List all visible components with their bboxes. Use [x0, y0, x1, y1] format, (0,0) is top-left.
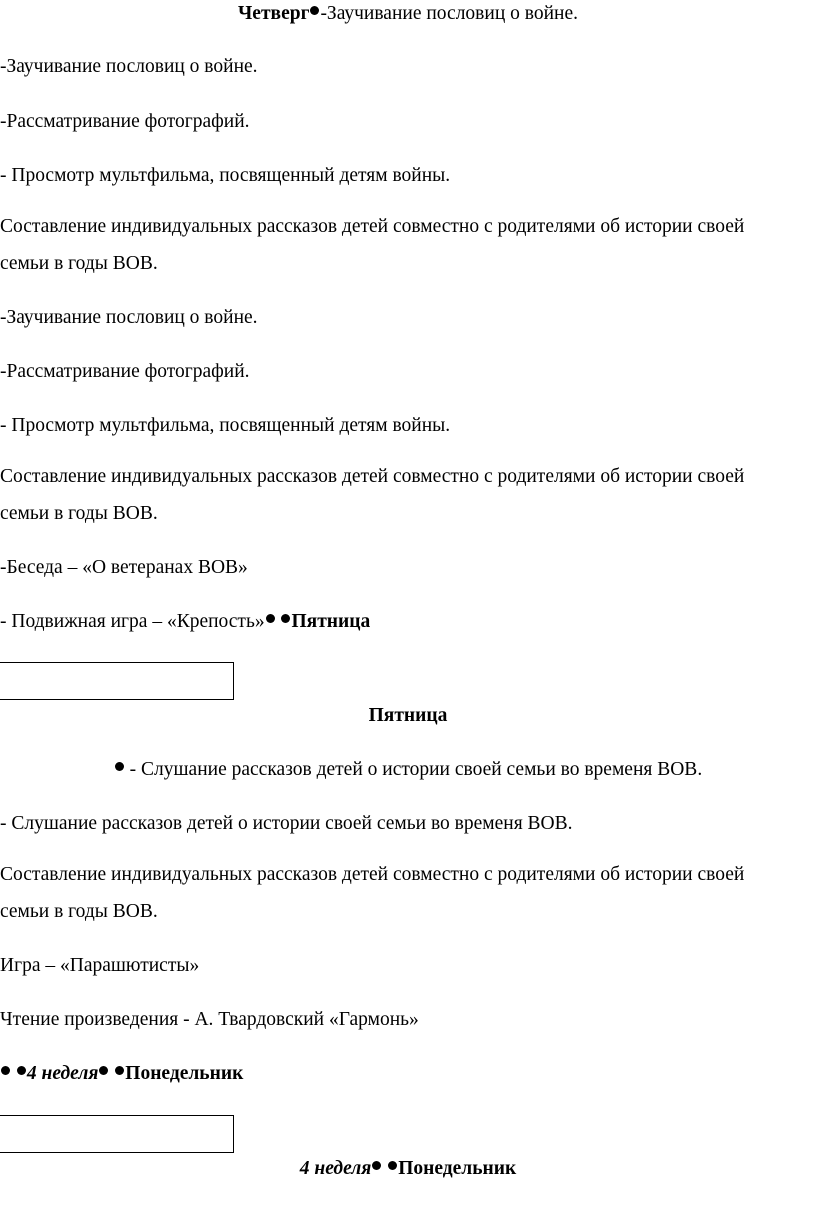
week4-heading-label: 4 неделя [299, 1158, 372, 1179]
week4-heading-day: Понедельник [398, 1158, 517, 1179]
game-text: - Подвижная игра – «Крепость» [0, 611, 265, 632]
text-line: Составление индивидуальных рассказов детей совместно с родителями об истории своей [0, 864, 745, 885]
header-line [0, 2, 816, 26]
friday-bullet-text: - Слушание рассказов детей о истории своей семьи во временя ВОВ. [124, 759, 703, 780]
bullet-icon [372, 1161, 381, 1170]
text-line: -Заучивание пословиц о войне. [0, 307, 258, 328]
text-line: - Слушание рассказов детей о истории своей семьи во временя ВОВ. [0, 813, 573, 834]
text-line: -Заучивание пословиц о войне. [0, 56, 258, 77]
friday-bullet-line [0, 758, 816, 782]
empty-frame [0, 1115, 234, 1153]
text-line: -Рассматривание фотографий. [0, 111, 250, 132]
text-line: - Просмотр мультфильма, посвященный детям войны. [0, 415, 451, 436]
bullet-icon [281, 614, 290, 623]
friday-heading: Пятница [368, 705, 448, 726]
week4-label: 4 неделя [26, 1063, 99, 1084]
text-line: семьи в годы ВОВ. [0, 503, 158, 524]
game-line-day: Пятница [291, 611, 371, 632]
text-line: Составление индивидуальных рассказов детей совместно с родителями об истории своей [0, 466, 745, 487]
bullet-icon [388, 1161, 397, 1170]
bullet-icon [1, 1066, 10, 1075]
week4-day: Понедельник [125, 1063, 244, 1084]
text-line: - Просмотр мультфильма, посвященный детям войны. [0, 165, 451, 186]
text-line: Составление индивидуальных рассказов детей совместно с родителями об истории своей [0, 216, 745, 237]
text-line: Игра – «Парашютисты» [0, 955, 200, 976]
text-line: семьи в годы ВОВ. [0, 253, 158, 274]
text-line: Чтение произведения - А. Твардовский «Гармонь» [0, 1009, 419, 1030]
header-day: Четверг [238, 3, 310, 24]
text-line: -Беседа – «О ветеранах ВОВ» [0, 557, 248, 578]
week4-heading [0, 1157, 816, 1181]
bullet-icon [17, 1066, 26, 1075]
game-line [0, 610, 816, 634]
bullet-icon [266, 614, 275, 623]
text-line: семьи в годы ВОВ. [0, 901, 158, 922]
empty-frame [0, 662, 234, 700]
header-activity: -Заучивание пословиц о войне. [320, 3, 578, 24]
bullet-icon [115, 1066, 124, 1075]
bullet-icon [115, 762, 124, 771]
bullet-icon [99, 1066, 108, 1075]
text-line: -Рассматривание фотографий. [0, 361, 250, 382]
week4-line [0, 1062, 816, 1086]
bullet-icon [310, 6, 319, 15]
